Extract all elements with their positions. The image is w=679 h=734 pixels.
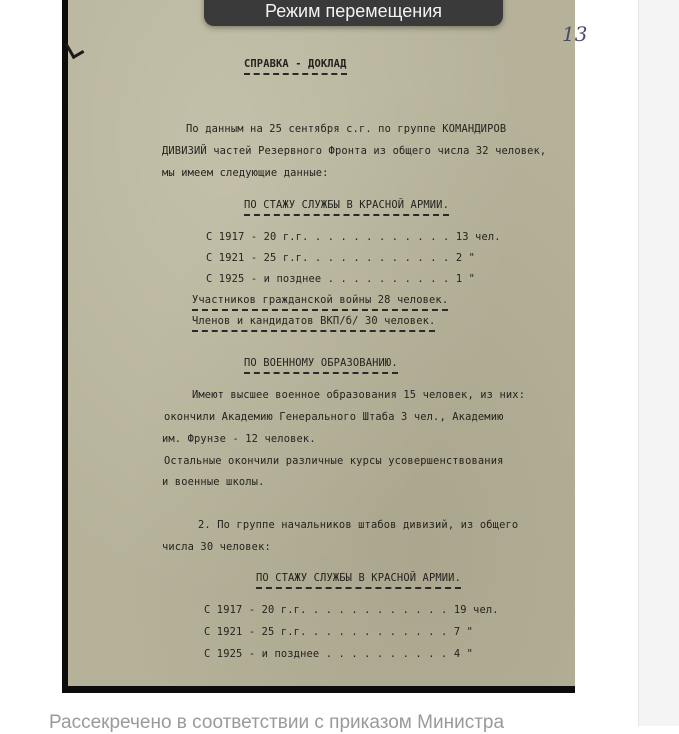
corner-mark-icon [65,38,85,59]
document-title: СПРАВКА - ДОКЛАД [244,57,347,75]
section1-row-1: С 1917 - 20 г.г. . . . . . . . . . . . 13 чел. [206,231,501,243]
section2-line-5: и военные школы. [162,476,265,488]
section3-row-2: С 1921 - 25 г.г. . . . . . . . . . . . 7 " [204,626,474,638]
section2-line-4: Остальные окончили различные курсы усовершенствования [164,455,504,467]
move-mode-label: Режим перемещения [264,0,443,21]
document-image [68,0,588,686]
intro-line-3: мы имеем следующие данные: [162,167,329,179]
section2-heading: ПО ВОЕННОМУ ОБРАЗОВАНИЮ. [244,356,398,374]
image-caption: Рассекречено в соответствии с приказом Министра [49,712,505,733]
section1-row-3: С 1925 - и позднее . . . . . . . . . . 1 " [206,273,476,285]
section2-line-3: им. Фрунзе - 12 человек. [162,433,316,445]
section3-intro-1: 2. По группе начальников штабов дивизий, из общего [198,519,519,531]
section3-heading: ПО СТАЖУ СЛУЖБЫ В КРАСНОЙ АРМИИ. [256,571,461,589]
section3-intro-2: числа 30 человек: [162,541,271,553]
intro-line-1: По данным на 25 сентября с.г. по группе КОМАНДИРОВ [186,123,507,135]
intro-line-2: ДИВИЗИЙ частей Резервного Фронта из общего числа 32 человек, [162,145,547,157]
page-number: 13 [562,22,588,46]
page-side-strip [638,0,679,726]
section1-extra-1: Участников гражданской войны 28 человек. [192,293,448,311]
section1-heading: ПО СТАЖУ СЛУЖБЫ В КРАСНОЙ АРМИИ. [244,198,449,216]
section2-line-1: Имеют высшее военное образования 15 человек, из них: [192,389,526,401]
section1-extra-2: Членов и кандидатов ВКП/б/ 30 человек. [192,314,435,332]
section2-line-2: окончили Академию Генерального Штаба 3 чел., Академию [164,411,504,423]
section3-row-3: С 1925 - и позднее . . . . . . . . . . 4 " [204,648,474,660]
move-mode-toast [204,0,503,26]
section1-row-2: С 1921 - 25 г.г. . . . . . . . . . . . 2 " [206,252,476,264]
section3-row-1: С 1917 - 20 г.г. . . . . . . . . . . . 19 чел. [204,604,499,616]
